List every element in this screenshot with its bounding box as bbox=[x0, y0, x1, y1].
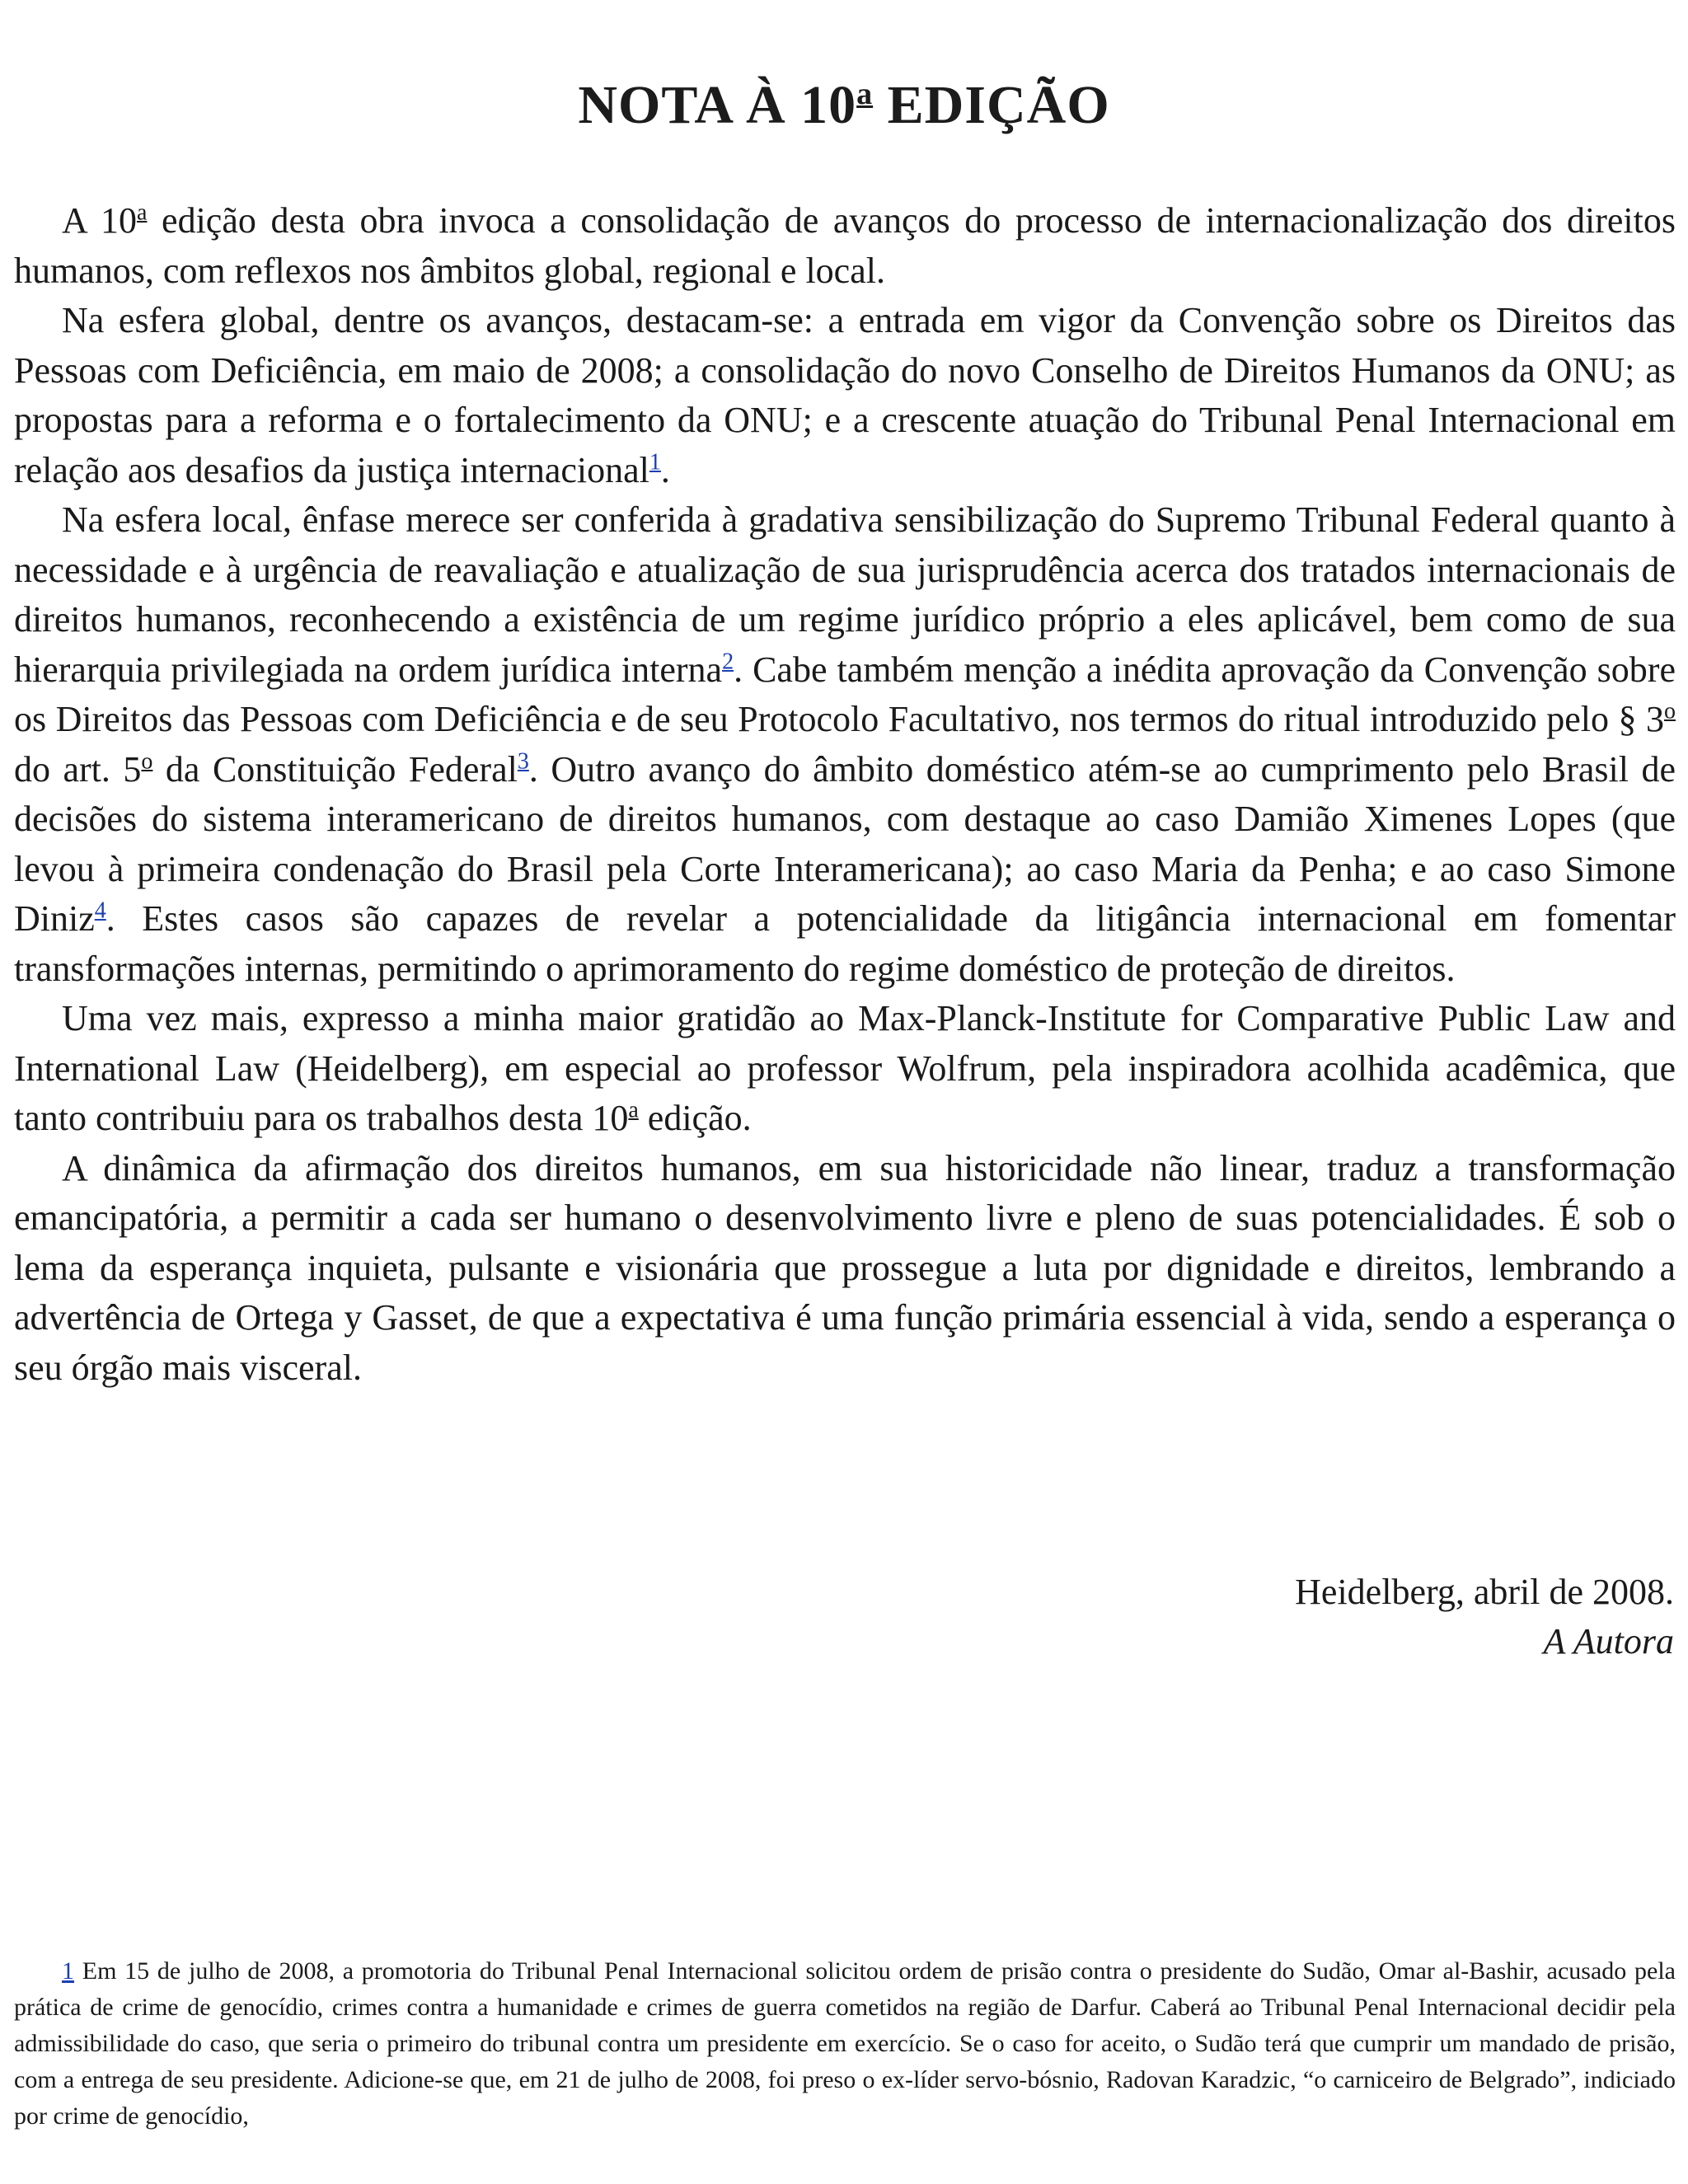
paragraph-text: Na esfera local, ênfase merece ser conferida à gradativa sensibilização do Supremo Tribunal Federal quanto à necessidade e à urgência de reavaliação e atualização de sua jurisprudência acerca dos tratados internacionais de direitos humanos, reconhecendo a existência de um regime jurídico próprio a eles aplicável, bem como de sua hierarquia privilegiada na ordem jurídica interna bbox=[14, 499, 1676, 690]
body-paragraph bbox=[14, 296, 1676, 495]
paragraph-text: A dinâmica da afirmação dos direitos humanos, em sua historicidade não linear, traduz a transformação emancipatória, a permitir a cada ser humano o desenvolvimento livre e pleno de suas potencialidades. É sob o lema da esperança inquieta, pulsante e visionária que prossegue a luta por dignidade e direitos, lembrando a advertência de Ortega y Gasset, de que a expectativa é uma função primária essencial à vida, sendo a esperança o seu órgão mais visceral. bbox=[14, 1147, 1676, 1388]
footnote-number-link[interactable]: 1 bbox=[62, 1957, 74, 1985]
paragraph-text: do art. 5 bbox=[14, 748, 142, 790]
footnote-ref bbox=[722, 649, 734, 674]
footnote-ref-link[interactable]: 2 bbox=[722, 648, 734, 674]
footnote-ref bbox=[518, 748, 529, 774]
paragraph-text: A 10 bbox=[62, 200, 137, 241]
ordinal-indicator: o bbox=[141, 748, 153, 774]
paragraph-text: edição. bbox=[638, 1098, 752, 1138]
title-ordinal: a bbox=[856, 77, 874, 111]
ordinal-indicator: a bbox=[136, 199, 148, 226]
ordinal-indicator: a bbox=[628, 1097, 639, 1123]
paragraph-text: Uma vez mais, expresso a minha maior gratidão ao Max-Planck-Institute for Comparative Public Law and International Law (Heidelberg), em especial ao professor Wolfrum, pela inspiradora acolhida acadêmica, que tanto contribuiu para os trabalhos desta 10 bbox=[14, 998, 1676, 1138]
signature-place-date: Heidelberg, abril de 2008. bbox=[1295, 1572, 1674, 1612]
page-title bbox=[0, 73, 1688, 138]
footnote-text: Em 15 de julho de 2008, a promotoria do Tribunal Penal Internacional solicitou ordem de prisão contra o presidente do Sudão, Omar al-Bashir, acusado pela prática de crime de genocídio, crimes contra a humanidade e crimes de guerra cometidos na região de Darfur. Caberá ao Tribunal Penal Internacional decidir pela admissibilidade do caso, que seria o primeiro do tribunal contra um presidente em exercício. Se o caso for aceito, o Sudão terá que cumprir um mandado de prisão, com a entrega de seu presidente. Adicione-se que, em 21 de julho de 2008, foi preso o ex-líder servo-bósnio, Radovan Karadzic, “o carniceiro de Belgrado”, indiciado por crime de genocídio, bbox=[14, 1957, 1676, 2130]
footnote-ref bbox=[95, 898, 106, 923]
paragraph-text: . bbox=[660, 449, 670, 490]
ordinal-indicator: o bbox=[1664, 698, 1676, 724]
body-paragraph bbox=[14, 196, 1676, 296]
footnote-ref-link[interactable]: 1 bbox=[649, 448, 661, 475]
body-paragraph bbox=[14, 994, 1676, 1144]
body-paragraph bbox=[14, 495, 1676, 994]
body-paragraph bbox=[14, 1144, 1676, 1394]
footnote-ref-link[interactable]: 3 bbox=[517, 748, 529, 774]
signature-author: A Autora bbox=[1543, 1621, 1674, 1661]
paragraph-text: Na esfera global, dentre os avanços, destacam-se: a entrada em vigor da Convenção sobre os Direitos das Pessoas com Deficiência, em maio de 2008; a consolidação do novo Conselho de Direitos Humanos da ONU; as propostas para a reforma e o fortalecimento da ONU; e a crescente atuação do Tribunal Penal Internacional em relação aos desafios da justiça internacional bbox=[14, 300, 1676, 490]
footnote-ref bbox=[649, 449, 661, 475]
paragraph-text: edição desta obra invoca a consolidação de avanços do processo de internacionalização dos direitos humanos, com reflexos nos âmbitos global, regional e local. bbox=[14, 200, 1676, 291]
title-text-before: NOTA À 10 bbox=[578, 75, 857, 135]
paragraph-text: da Constituição Federal bbox=[152, 748, 518, 790]
title-text-after: EDIÇÃO bbox=[873, 75, 1110, 135]
body-text bbox=[14, 196, 1676, 1393]
footnote-ref-link[interactable]: 4 bbox=[94, 898, 106, 924]
footnotes-section bbox=[14, 1953, 1676, 2135]
paragraph-text: . Cabe também menção a inédita aprovação da Convenção sobre os Direitos das Pessoas com Deficiência e de seu Protocolo Facultativo, nos termos do ritual introduzido pelo § 3 bbox=[14, 649, 1676, 739]
paragraph-text: . Estes casos são capazes de revelar a potencialidade da litigância internacional em fomentar transformações internas, permitindo o aprimoramento do regime doméstico de proteção de direitos. bbox=[14, 898, 1676, 989]
paragraph-text: . Outro avanço do âmbito doméstico atém-se ao cumprimento pelo Brasil de decisões do sistema interamericano de direitos humanos, com destaque ao caso Damião Ximenes Lopes (que levou à primeira condenação do Brasil pela Corte Interamericana); ao caso Maria da Penha; e ao caso Simone Diniz bbox=[14, 748, 1676, 939]
footnote bbox=[14, 1953, 1676, 2135]
signature-block bbox=[1295, 1568, 1674, 1666]
